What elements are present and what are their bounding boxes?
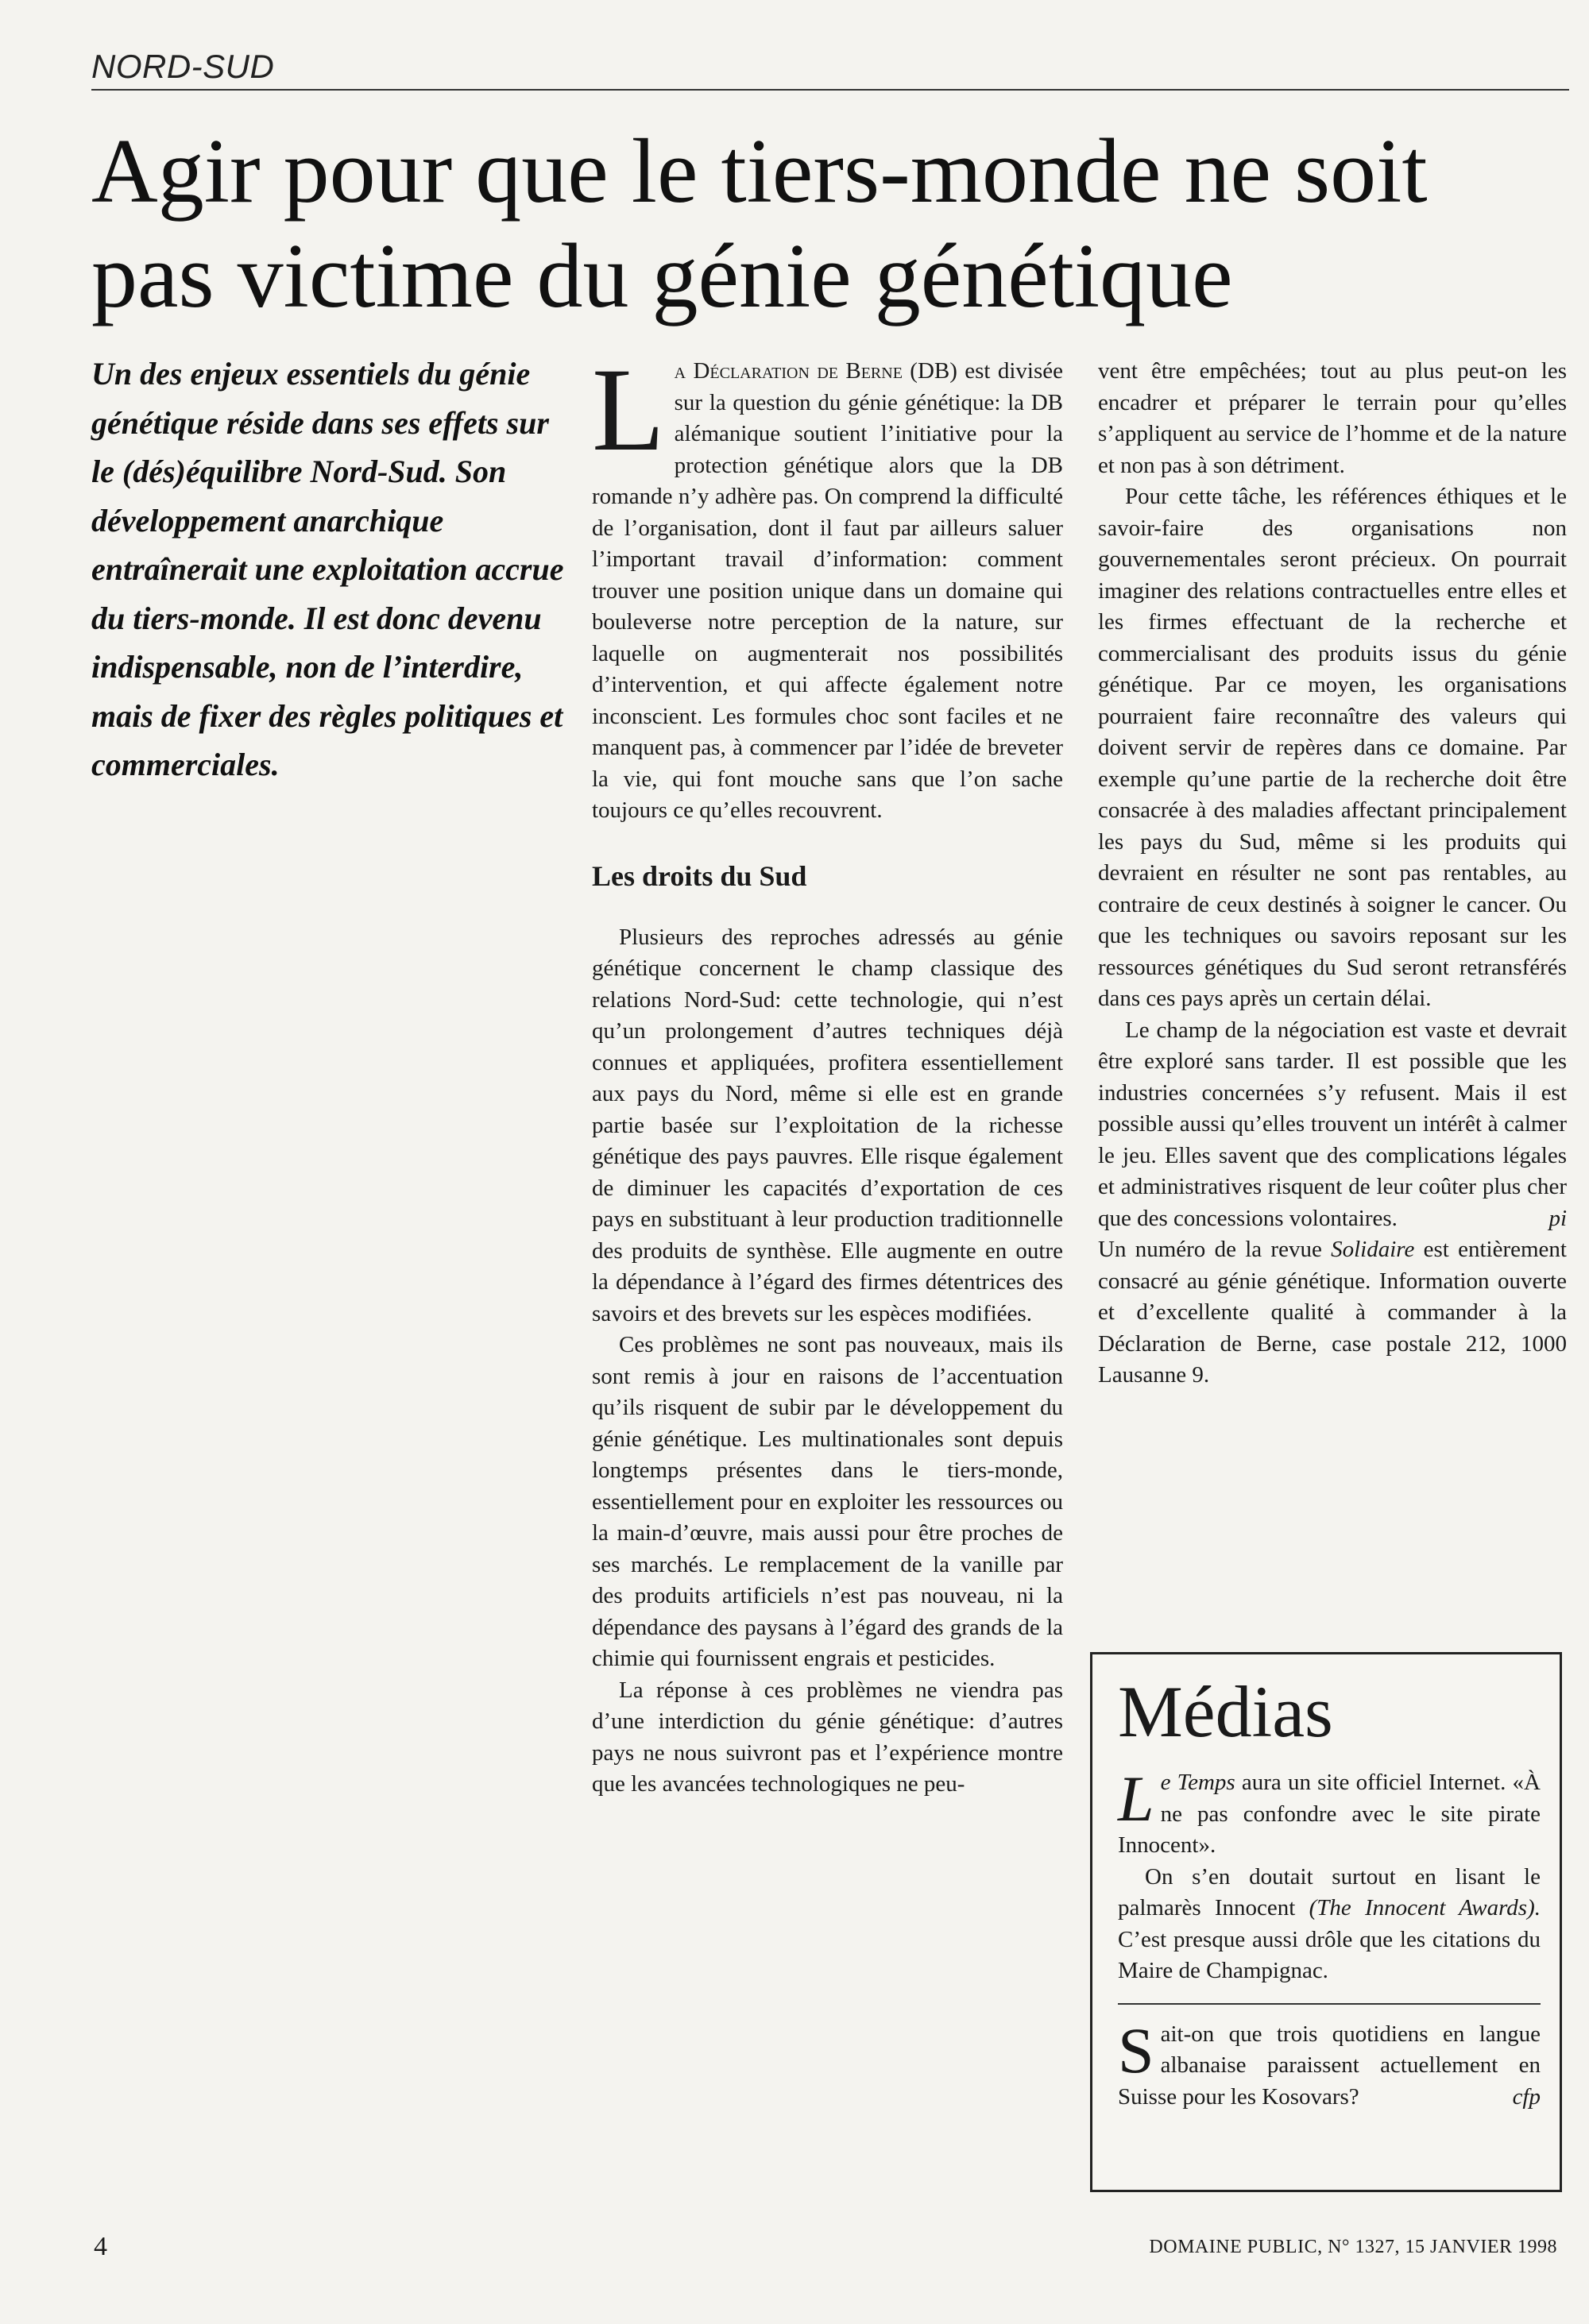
paragraph-3: Ces problèmes ne sont pas nouveaux, mais ils sont remis à jour en raisons de l’accentuation qu’ils risquent de subir par le développement du génie génétique. Les multinationales sont depuis longtemps présentes dans le tiers-monde, essentiellement pour en exploiter les ressources ou la main-d’œuvre, mais aussi pour être proches de ses marchés. Le remplacement de la vanille par des produits artificiels n’est pas nouveau, ni la dépendance des paysans à l’égard des grands de la chimie qui fournissent engrais et pesticides. (592, 1332, 1063, 1671)
page-number: 4 (94, 2232, 107, 2261)
drop-cap: L (592, 344, 665, 476)
medias-item-2 (1118, 2013, 1541, 2114)
headline-line-2: pas victime du génie génétique (91, 226, 1233, 327)
note-revue-title: Solidaire (1331, 1237, 1415, 1262)
medias-box (1090, 1652, 1562, 2192)
publication-info: DOMAINE PUBLIC, N° 1327, 15 JANVIER 1998 (1149, 2237, 1557, 2257)
medias-item-1-text: aura un site officiel Internet. «À ne pas confondre avec le site pirate Innocent». (1118, 1770, 1541, 1858)
medias-item-1b-italic: (The Innocent Awards). (1309, 1895, 1541, 1921)
header-rule (91, 89, 1569, 91)
medias-signature: cfp (1512, 2083, 1541, 2110)
medias-item-1b-text-2: C’est presque aussi drôle que les citations du Maire de Champignac. (1118, 1926, 1541, 1983)
intro-smallcaps: a Déclaration de Berne (674, 358, 903, 384)
medias-item-1 (1118, 1762, 1541, 1862)
headline-line-1: Agir pour que le tiers-monde ne soit (91, 121, 1428, 222)
medias-item-1b (1118, 1862, 1541, 1987)
paragraph-6 (1098, 1015, 1567, 1235)
note-text-1: Un numéro de la revue (1098, 1237, 1332, 1262)
medias-item-1b-text-1: On s’en doutait surtout en lisant le palmarès Innocent (1118, 1863, 1541, 1921)
reference-note (1098, 1234, 1567, 1392)
section-rubric: NORD-SUD (91, 48, 275, 85)
subheading: Les droits du Sud (592, 859, 807, 892)
article-column-2 (1098, 356, 1567, 1392)
medias-item-2-text: ait-on que trois quotidiens en langue albanaise paraissent actuellement en Suisse pour les Kosovars? (1118, 2021, 1541, 2110)
medias-drop-cap-2: S (1118, 2013, 1154, 2087)
author-signature: pi (1548, 1205, 1567, 1231)
paragraph-continued: vent être empêchées; tout au plus peut-on les encadrer et préparer le terrain pour qu’elles s’appliquent au service de l’homme et de la nature et non pas à son détriment. (1098, 358, 1567, 478)
intro-text: (DB) est divisée sur la question du génie génétique: la DB alémanique soutient l’initiative pour la protection génétique alors que la DB romande n’y adhère pas. On comprend la difficulté de l’organisation, dont il faut par ailleurs saluer l’important travail d’information: comment trouver une position unique dans un domaine qui bouleverse notre perception de la nature, sur laquelle on augmenterait nos possibilités d’intervention, et qui affecte également notre inconscient. Les formules choc sont faciles et ne manquent pas, à commencer par l’idée de breveter la vie, qui font mouche sans que l’on sache toujours ce qu’elles recouvrent. (592, 358, 1063, 823)
note-text-2: est entièrement consacré au génie génétique. Information ouverte et d’excellente qualité à commander à la Déclaration de Berne, case postale 212, 1000 Lausanne 9. (1098, 1237, 1567, 1388)
paragraph-6-text: Le champ de la négociation est vaste et devrait être exploré sans tarder. Il est possible que les industries concernées s’y refusent. Mais il est possible aussi qu’elles trouvent un intérêt à calmer le jeu. Elles savent que des complications légales et administratives risquent de leur coûter plus cher que des concessions volontaires. (1098, 1017, 1567, 1231)
medias-drop-cap-1: L (1118, 1762, 1154, 1835)
paragraph-2: Plusieurs des reproches adressés au génie génétique concernent le champ classique des relations Nord-Sud: cette technologie, qui n’est qu’un prolongement d’autres techniques déjà connues et appliquées, profitera essentiellement aux pays du Nord, même si elle est en grande partie basée sur l’exploitation de la richesse génétique des pays pauvres. Elle risque également de diminuer les capacités d’exportation de ces pays en substituant à leur production traditionnelle des produits de synthèse. Elle augmente en outre la dépendance à l’égard des firmes détentrices des savoirs et des brevets sur les espèces modifiées. (592, 924, 1063, 1326)
paragraph-5: Pour cette tâche, les références éthiques et le savoir-faire des organisations non gouvernementales seront précieux. On pourrait imaginer des relations contractuelles entre elles et les firmes effectuant de la recherche et commercialisant des produits issus du génie génétique. Par ce moyen, les organisations pourraient faire reconnaître des valeurs qui doivent servir de repères dans ce domaine. Par exemple qu’une partie de la recherche doit être consacrée à des maladies affectant principalement les pays du Sud, même si les produits qui devraient en résulter ne sont pas rentables, au contraire de ceux destinés à soigner le cancer. Ou que les techniques ou savoirs reposant sur les ressources génétiques du Sud seront retransférés dans ces pays après un certain délai. (1098, 484, 1567, 1011)
paragraph-4: La réponse à ces problèmes ne viendra pas d’une interdiction du génie génétique: d’autres pays ne nous suivront pas et l’expérience montre que les avancées technologiques ne peu- (592, 1677, 1063, 1797)
medias-body (1118, 1762, 1541, 2113)
article-lead: Un des enjeux essentiels du génie génétique réside dans ses effets sur le (dés)équilibre Nord-Sud. Son développement anarchique entraînerait une exploitation accrue du tiers-monde. Il est donc devenu indispensable, non de l’interdire, mais de fixer des règles politiques et commerciales. (91, 356, 564, 782)
article-headline (91, 119, 1569, 329)
medias-separator (1118, 2003, 1541, 2005)
medias-title: Médias (1118, 1671, 1333, 1752)
article-column-1 (592, 344, 1063, 1801)
medias-item-1-title: e Temps (1160, 1770, 1235, 1795)
paragraph-intro (592, 344, 1063, 827)
